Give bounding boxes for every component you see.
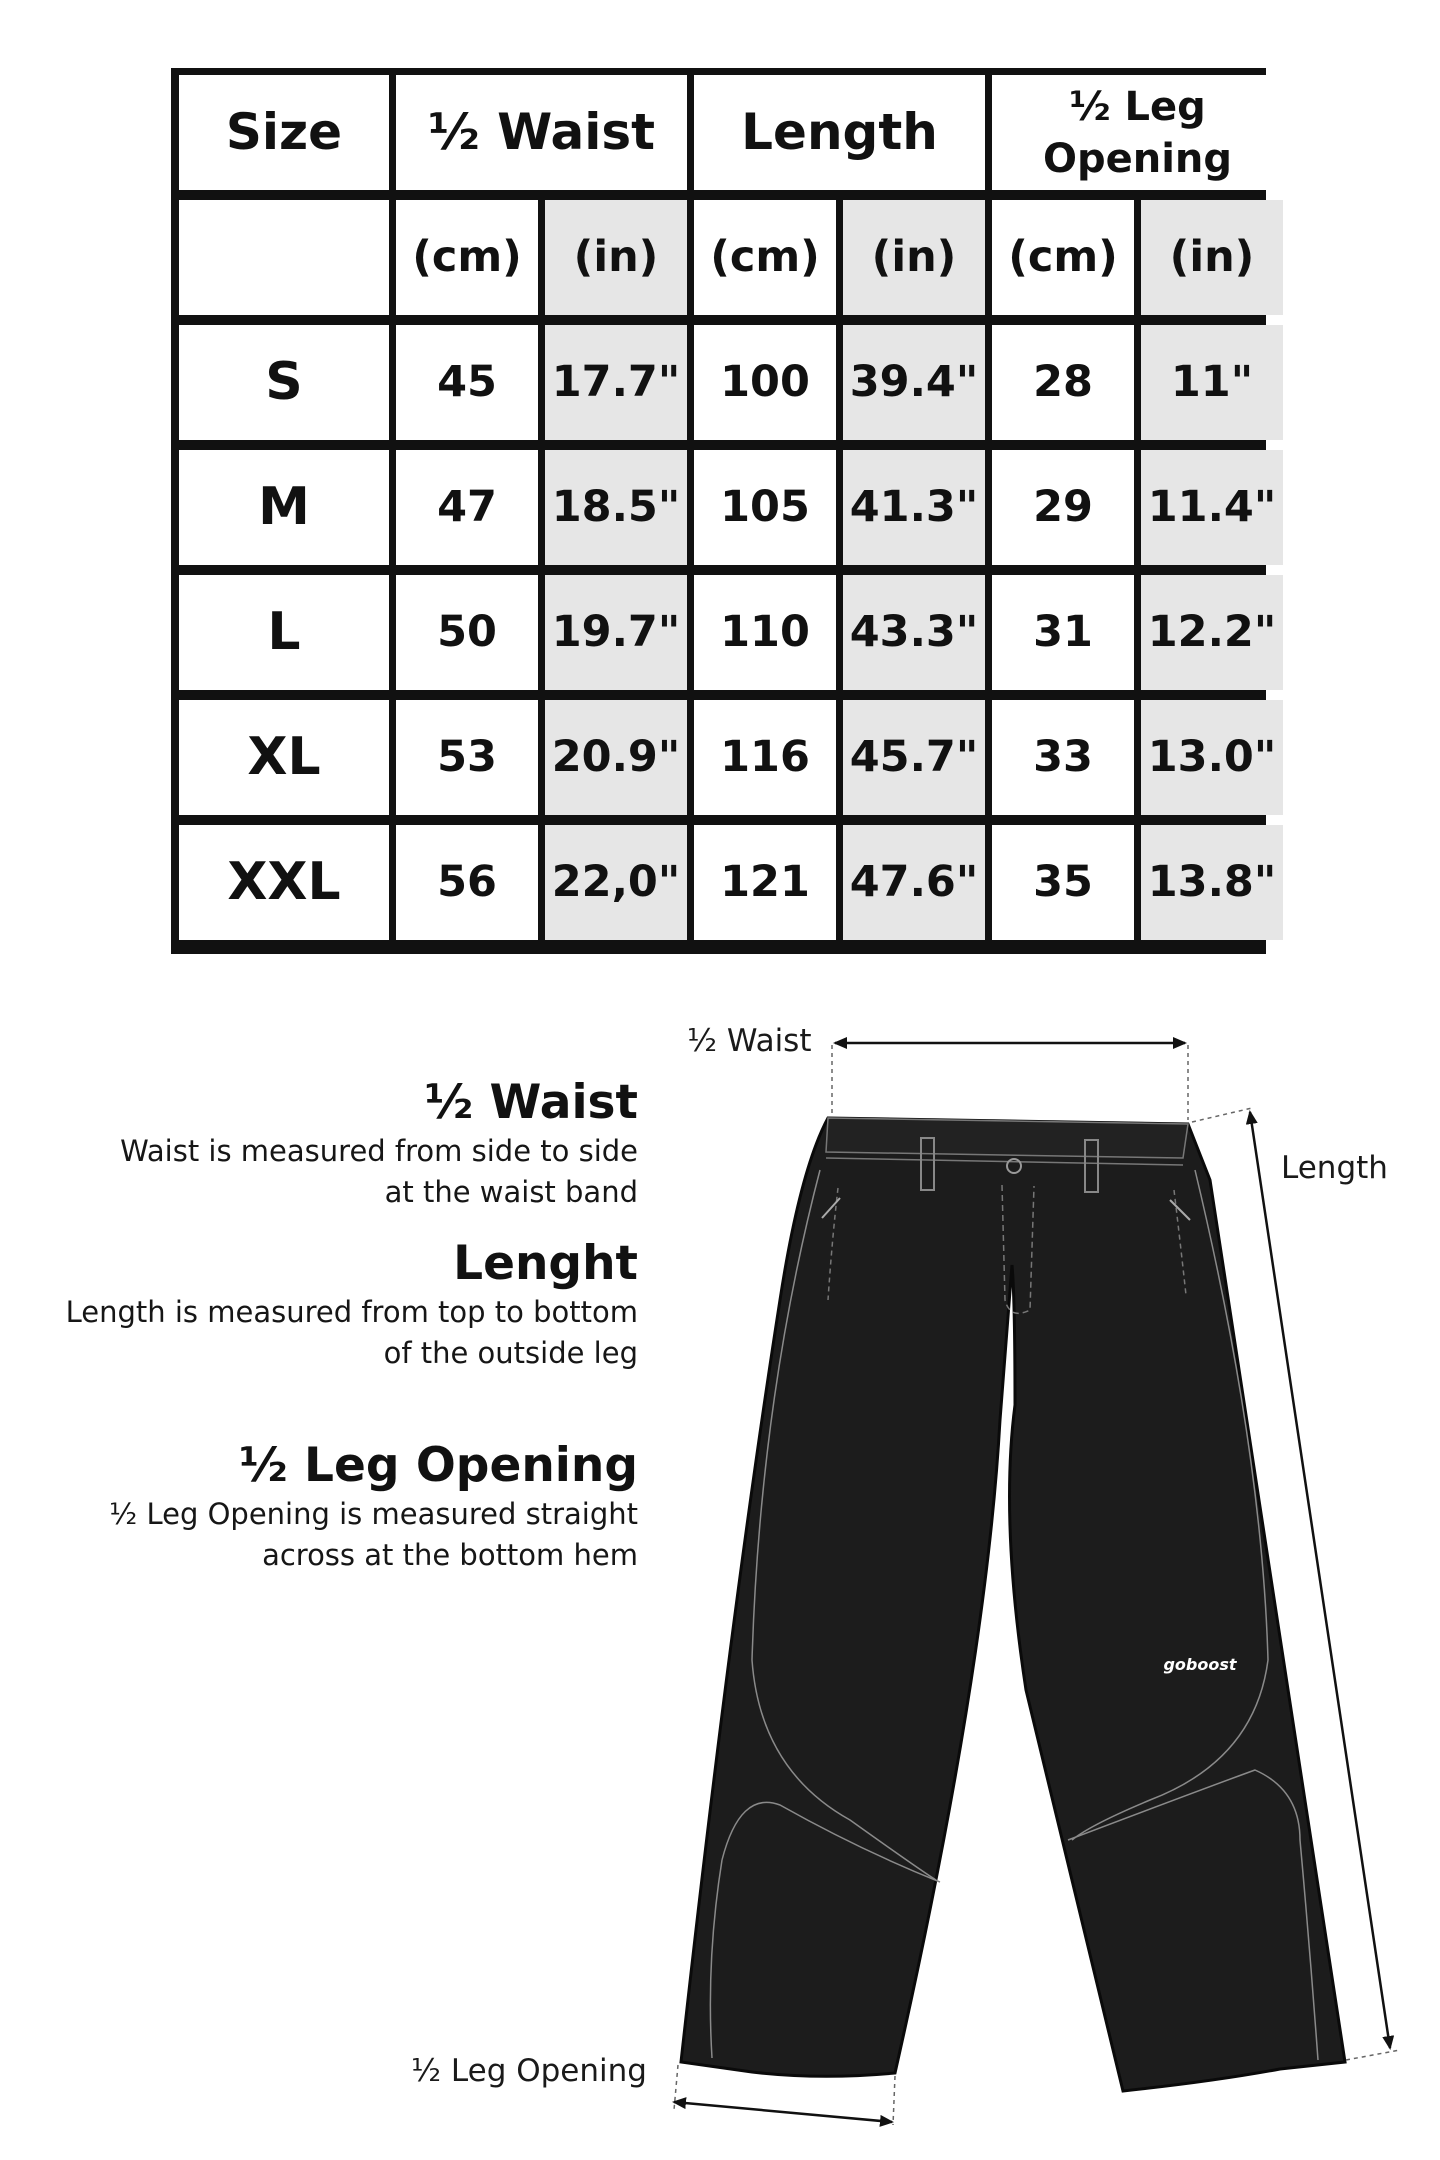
leg-opening-arrow-icon	[674, 2102, 892, 2122]
length-cm-value: 110	[694, 575, 836, 690]
waist-in-value: 19.7"	[545, 575, 687, 690]
unit-waist-in: (in)	[545, 200, 687, 315]
leg-in-value: 11.4"	[1141, 450, 1283, 565]
length-in-value: 41.3"	[843, 450, 985, 565]
pants-illustration	[681, 1118, 1345, 2091]
legend-length-line2: of the outside leg	[383, 1336, 638, 1370]
leg-cm-value: 31	[992, 575, 1134, 690]
waist-measurement-arrow	[832, 1043, 1188, 1120]
waist-in-value: 20.9"	[545, 700, 687, 815]
leg-in-value: 13.8"	[1141, 825, 1283, 940]
header-half-waist: ½ Waist	[396, 75, 687, 190]
unit-leg-cm: (cm)	[992, 200, 1134, 315]
length-cm-value: 116	[694, 700, 836, 815]
waist-cm-value: 50	[396, 575, 538, 690]
length-in-value: 39.4"	[843, 325, 985, 440]
length-guide-bottom	[1346, 2050, 1400, 2060]
header-leg-line1: ½ Leg	[1069, 83, 1206, 130]
waistband	[826, 1118, 1188, 1158]
legend-waist-line1: Waist is measured from side to side	[120, 1134, 638, 1168]
row-size-label: L	[179, 575, 389, 690]
legend-length-title: Lenght	[453, 1236, 638, 1291]
header-leg-line2: Opening	[1042, 135, 1233, 182]
legend-waist-line2: at the waist band	[384, 1175, 638, 1209]
leg-opening-dimension-label: ½ Leg Opening	[411, 2053, 647, 2089]
row-size-label: XL	[179, 700, 389, 815]
unit-leg-in: (in)	[1141, 200, 1283, 315]
waist-cm-value: 45	[396, 325, 538, 440]
brand-logo: goboost	[1163, 1655, 1237, 1674]
unit-length-in: (in)	[843, 200, 985, 315]
length-in-value: 45.7"	[843, 700, 985, 815]
leg-guide-right	[893, 2076, 895, 2125]
waist-cm-value: 47	[396, 450, 538, 565]
leg-cm-value: 28	[992, 325, 1134, 440]
leg-cm-value: 29	[992, 450, 1134, 565]
header-size: Size	[179, 75, 389, 190]
length-guide-top	[1192, 1108, 1252, 1122]
waist-cm-value: 56	[396, 825, 538, 940]
length-in-value: 43.3"	[843, 575, 985, 690]
row-size-label: S	[179, 325, 389, 440]
unit-length-cm: (cm)	[694, 200, 836, 315]
waist-in-value: 18.5"	[545, 450, 687, 565]
unit-waist-cm: (cm)	[396, 200, 538, 315]
leg-in-value: 11"	[1141, 325, 1283, 440]
row-size-label: M	[179, 450, 389, 565]
leg-cm-value: 33	[992, 700, 1134, 815]
row-size-label: XXL	[179, 825, 389, 940]
legend-leg-line1: ½ Leg Opening is measured straight	[109, 1497, 638, 1531]
waist-in-value: 22,0"	[545, 825, 687, 940]
legend-leg-opening-title: ½ Leg Opening	[239, 1438, 638, 1493]
length-cm-value: 105	[694, 450, 836, 565]
length-dimension-label: Length	[1281, 1150, 1388, 1186]
pants-silhouette	[681, 1118, 1345, 2091]
leg-in-value: 12.2"	[1141, 575, 1283, 690]
length-cm-value: 121	[694, 825, 836, 940]
legend-length-line1: Length is measured from top to bottom	[65, 1295, 638, 1329]
legend-leg-line2: across at the bottom hem	[262, 1538, 638, 1572]
length-cm-value: 100	[694, 325, 836, 440]
leg-in-value: 13.0"	[1141, 700, 1283, 815]
header-length: Length	[694, 75, 985, 190]
length-in-value: 47.6"	[843, 825, 985, 940]
waist-cm-value: 53	[396, 700, 538, 815]
waist-dimension-label: ½ Waist	[687, 1023, 812, 1059]
leg-cm-value: 35	[992, 825, 1134, 940]
waist-in-value: 17.7"	[545, 325, 687, 440]
legend-waist-title: ½ Waist	[424, 1075, 638, 1130]
